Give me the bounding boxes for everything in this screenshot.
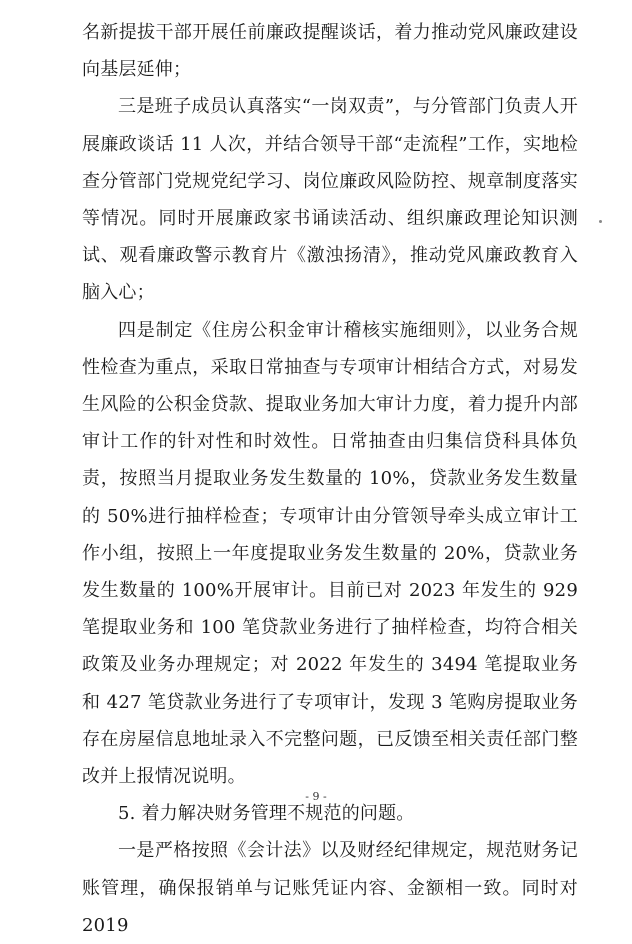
document-body	[82, 14, 578, 944]
scan-dot-mark	[599, 220, 602, 223]
paragraph-point-four: 四是制定《住房公积金审计稽核实施细则》，以业务合规性检查为重点，采取日常抽查与专项审计相结合方式，对易发生风险的公积金贷款、提取业务加大审计力度，着力提升内部审计工作的针对性和时效性。日常抽查由归集信贷科具体负责，按照当月提取业务发生数量的 10%，贷款业务发生数量的 50%进行抽样检查；专项审计由分管领导牵头成立审计工作小组，按照上一年度提取业务发生数量的 20%，贷款业务发生数量的 100%开展审计。目前已对 2023 年发生的 929 笔提取业务和 100 笔贷款业务进行了抽样检查，均符合相关政策及业务办理规定；对 2022 年发生的 3494 笔提取业务和 427 笔贷款业务进行了专项审计，发现 3 笔购房提取业务存在房屋信息地址录入不完整问题，已反馈至相关责任部门整改并上报情况说明。	[82, 319, 578, 788]
paragraph-point-one: 一是严格按照《会计法》以及财经纪律规定，规范财务记账管理，确保报销单与记账凭证内容、金额相一致。同时对 2019	[82, 840, 578, 936]
paragraph-continuation: 名新提拔干部开展任前廉政提醒谈话，着力推动党风廉政建设向基层延伸；	[82, 22, 578, 81]
paragraph-point-three: 三是班子成员认真落实“一岗双责”，与分管部门负责人开展廉政谈话 11 人次，并结合领导干部“走流程”工作，实地检查分管部门党规党纪学习、岗位廉政风险防控、规章制度落实等情况。同时开展廉政家书诵读活动、组织廉政理论知识测试、观看廉政警示教育片《激浊扬清》，推动党风廉政教育入脑入心；	[82, 96, 578, 304]
section-heading-5: 5. 着力解决财务管理不规范的问题。	[118, 803, 415, 825]
page-number: - 9 -	[305, 790, 327, 803]
